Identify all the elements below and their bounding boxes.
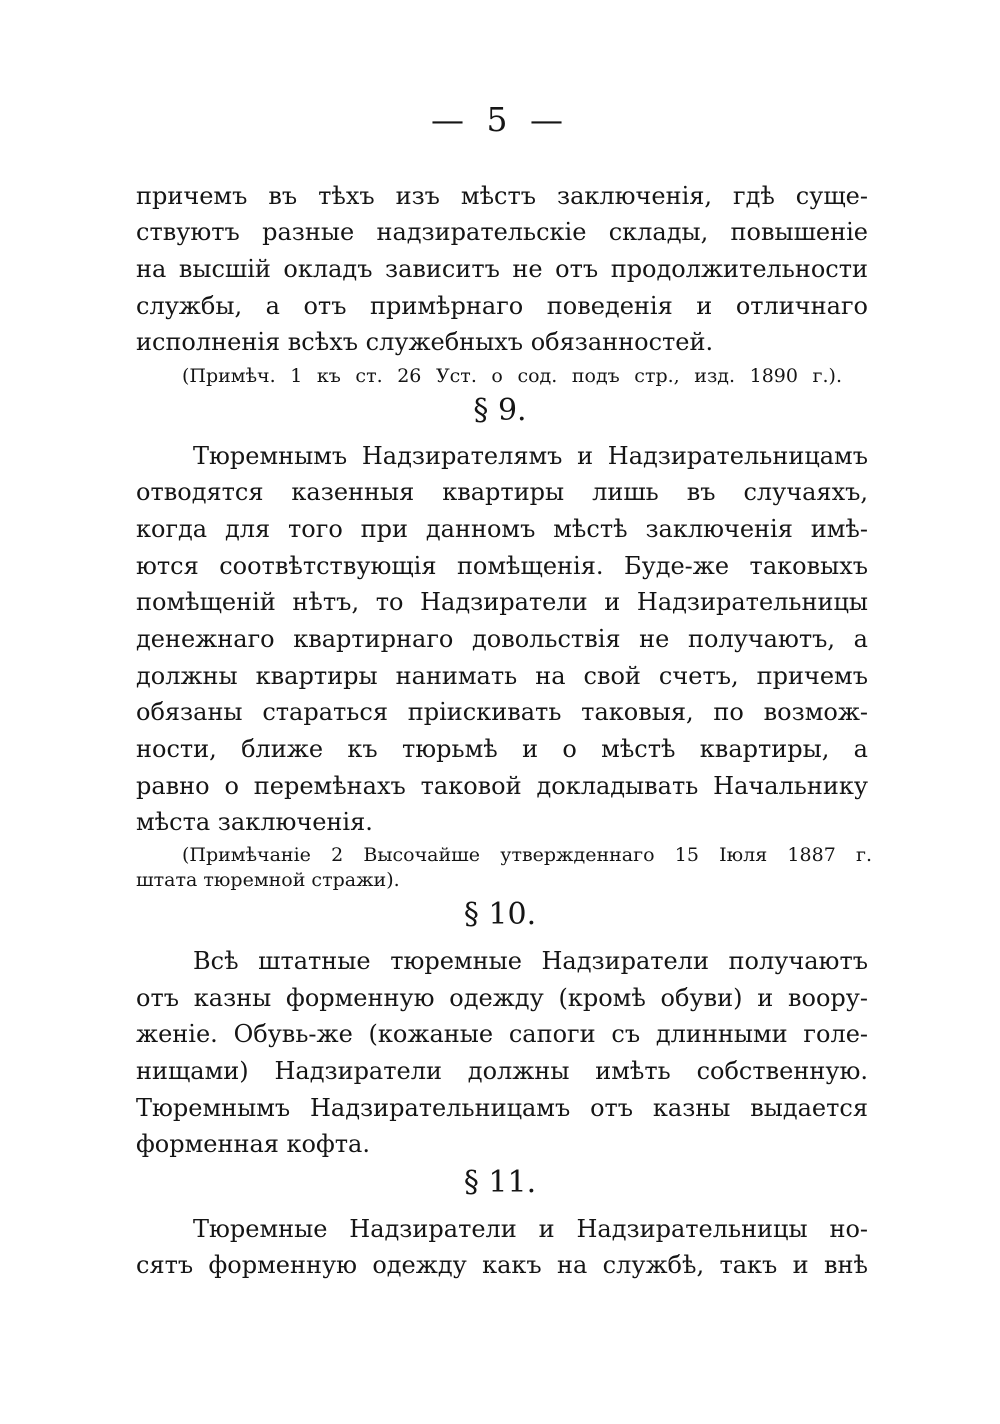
paragraph-line: ются соотвѣтствующія помѣщенія. Буде-же таковыхъ (136, 552, 868, 580)
paragraph-line: сятъ форменную одежду какъ на службѣ, такъ и внѣ (136, 1251, 868, 1279)
section-heading: § 9. (473, 393, 527, 428)
paragraph-line: отъ казны форменную одежду (кромѣ обуви) и воору- (136, 984, 868, 1012)
paragraph-line: службы, а отъ примѣрнаго поведенія и отличнаго (136, 292, 868, 320)
page-number: — 5 — (431, 100, 569, 139)
paragraph-line: причемъ въ тѣхъ изъ мѣстъ заключенія, гдѣ суще- (136, 182, 868, 210)
section-heading: § 11. (463, 1165, 537, 1200)
paragraph-line: помѣщеній нѣтъ, то Надзиратели и Надзирательницы (136, 588, 868, 616)
paragraph-line: женіе. Обувь-же (кожаные сапоги съ длинными голе- (136, 1020, 868, 1048)
paragraph-line: Тюремные Надзиратели и Надзирательницы но- (193, 1215, 868, 1243)
paragraph-line: Всѣ штатные тюремные Надзиратели получаютъ (193, 947, 868, 975)
paragraph-line: отводятся казенныя квартиры лишь въ случаяхъ, (136, 478, 868, 506)
paragraph-line: исполненія всѣхъ служебныхъ обязанностей. (136, 328, 714, 356)
paragraph-line: должны квартиры нанимать на свой счетъ, причемъ (136, 662, 868, 690)
paragraph-line: равно о перемѣнахъ таковой докладывать Начальнику (136, 772, 868, 800)
paragraph-line: Тюремнымъ Надзирательницамъ отъ казны выдается (136, 1094, 868, 1122)
paragraph-line: нищами) Надзиратели должны имѣть собственную. (136, 1057, 868, 1085)
paragraph-line: мѣста заключенія. (136, 808, 373, 836)
footnote: (Примѣчаніе 2 Высочайше утвержденнаго 15 Іюля 1887 г. (182, 844, 872, 866)
footnote: (Примѣч. 1 къ ст. 26 Уст. о сод. подъ стр., изд. 1890 г.). (182, 365, 842, 387)
paragraph-line: Тюремнымъ Надзирателямъ и Надзирательницамъ (193, 442, 868, 470)
footnote: штата тюремной стражи). (136, 869, 400, 891)
paragraph-line: на высшій окладъ зависитъ не отъ продолжительности (136, 255, 868, 283)
paragraph-line: когда для того при данномъ мѣстѣ заключенія имѣ- (136, 515, 868, 543)
paragraph-line: форменная кофта. (136, 1130, 370, 1158)
paragraph-line: обязаны стараться прiискивать таковыя, по возмож- (136, 698, 868, 726)
paragraph-line: ствуютъ разные надзирательскіе склады, повышеніе (136, 218, 868, 246)
paragraph-line: денежнаго квартирнаго довольствія не получаютъ, а (136, 625, 868, 653)
paragraph-line: ности, ближе къ тюрьмѣ и о мѣстѣ квартиры, а (136, 735, 868, 763)
section-heading: § 10. (463, 897, 537, 932)
